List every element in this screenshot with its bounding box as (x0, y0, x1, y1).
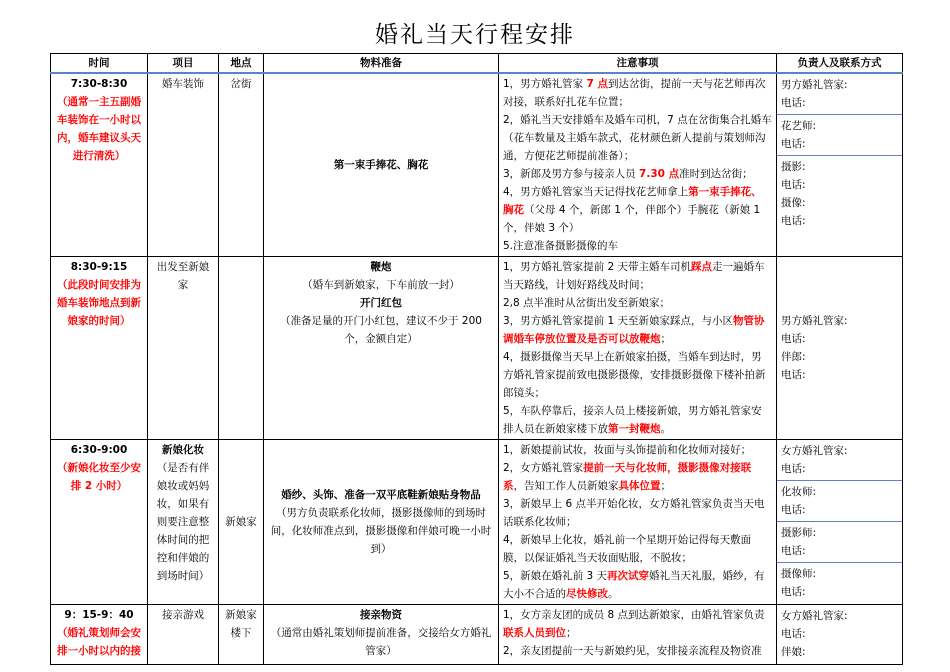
note-segment: 7.30 点 (639, 168, 680, 180)
materials-cell (264, 257, 499, 440)
note-segment: 提前一天与化妆师，摄影摄像对接联系 (503, 462, 752, 492)
note-segment: 3，男方婚礼管家提前 1 天至新娘家踩点，与小区 (503, 315, 734, 327)
header-row (51, 54, 903, 74)
note-segment: ； (660, 333, 671, 345)
note-line (503, 567, 772, 603)
contact-block (777, 310, 902, 386)
note-segment: 准时到达岔街； (679, 168, 753, 180)
notes-cell (499, 440, 777, 605)
header-item: 项目 (148, 54, 219, 74)
contacts-cell (777, 440, 903, 605)
note-segment: （父母 4 个，新郎 1 个，伴郎个）手腕花（新娘 1 个，伴娘 3 个） (503, 204, 761, 234)
note-segment: 3，新娘早上 6 点半开始化妆，女方婚礼管家负责当天电话联系化妆师； (503, 498, 765, 528)
note-segment: 4，摄影摄像当天早上在新娘家拍摄，当婚车到达时，男方婚礼管家提前致电摄影摄像，安排摄影摄像下楼补拍新郎镜头； (503, 351, 766, 399)
note-line (503, 441, 772, 459)
time-cell (51, 257, 148, 440)
contacts-cell (777, 605, 903, 665)
time-cell (51, 605, 148, 665)
note-segment: 。 (608, 588, 619, 600)
contact-line: 伴娘: (781, 646, 806, 658)
note-segment: 走一遍婚车当天路线，计划好路线及时间； (503, 261, 765, 291)
note-segment: 2,8 点半准时从岔街出发至新娘家； (503, 297, 671, 309)
note-line (503, 495, 772, 531)
item-cell: 出发至新娘家 (148, 257, 219, 440)
contacts-cell (777, 73, 903, 257)
note-segment: 尽快修改 (566, 588, 608, 600)
note-segment: 4，新娘早上化妆，婚礼前一个星期开始记得每天敷面膜，以保证婚礼当天妆面贴服，不脱妆； (503, 534, 752, 564)
materials-cell: 第一束手捧花、胸花 (264, 73, 499, 257)
note-line (503, 642, 772, 660)
material-note: （婚车到新娘家，下车前放一封） (302, 279, 460, 291)
schedule-table (50, 53, 903, 665)
contact-line: 电话: (781, 628, 806, 640)
contact-block (777, 115, 902, 156)
contact-line: 伴郎: (781, 351, 806, 363)
materials-cell (264, 605, 499, 665)
header-location: 地点 (219, 54, 264, 74)
note-segment: 踩点 (691, 261, 713, 273)
note-segment: 1，女方亲友团的成员 8 点到达新娘家，由婚礼管家负责 (503, 609, 765, 621)
contact-line: 摄影: (781, 161, 806, 173)
material-note: （男方负责联系化妆师，摄影摄像师的到场时间，化妆师准点到，摄影摄像和伴娘可晚一小时到） (270, 507, 492, 555)
time-range: 8:30-9:15 (70, 261, 128, 273)
table-row (51, 257, 903, 440)
note-line (503, 183, 772, 237)
note-segment: 第一束手捧花、胸花 (503, 186, 762, 216)
note-segment: 3，新郎及男方参与接亲人员 (503, 168, 640, 180)
contact-block (777, 440, 902, 481)
contact-line: 男方婚礼管家: (781, 79, 848, 91)
note-segment: 2，亲友团提前一天与新娘约见，安排接亲流程及物资准 (503, 645, 762, 657)
note-line (503, 606, 772, 642)
contact-line: 女方婚礼管家: (781, 445, 848, 457)
material-note: （通常由婚礼策划师提前准备，交接给女方婚礼管家） (270, 627, 492, 657)
material-title: 婚纱、头饰、准备一双平底鞋新娘贴身物品 (281, 489, 481, 501)
note-segment: 4，男方婚礼管家当天记得找花艺师拿上 (503, 186, 689, 198)
materials-cell (264, 440, 499, 605)
note-segment: 具体位置 (618, 480, 661, 492)
location-cell: 岔街 (219, 73, 264, 257)
note-line (503, 75, 772, 111)
contact-line: 电话: (781, 97, 806, 109)
material-note: （准备足量的开门小红包，建议不少于 200 个，金额自定） (280, 315, 482, 345)
location-cell: 新娘家楼下 (219, 605, 264, 665)
table-row (51, 440, 903, 605)
note-segment: 5，车队停靠后，接亲人员上楼接新娘，男方婚礼管家安排人员在新娘家楼下放 (503, 405, 762, 435)
note-line (503, 294, 772, 312)
contacts-cell (777, 257, 903, 440)
note-line (503, 111, 772, 165)
note-segment: 1，男方婚礼管家提前 2 天带主婚车司机 (503, 261, 692, 273)
note-segment: 2，女方婚礼管家 (503, 462, 584, 474)
note-segment: 再次试穿 (607, 570, 650, 582)
time-range: 6:30-9:00 (70, 444, 128, 456)
note-line (503, 258, 772, 294)
note-segment: ； (660, 480, 671, 492)
note-segment: 第一封鞭炮 (608, 423, 661, 435)
note-segment: ； (566, 627, 577, 639)
note-segment: 联系人员到位 (503, 627, 566, 639)
contact-line: 摄像: (781, 197, 806, 209)
notes-cell (499, 605, 777, 665)
contact-block (777, 74, 902, 115)
note-line (503, 312, 772, 348)
time-note: （此段时间安排为婚车装饰地点到新娘家的时间） (57, 279, 141, 327)
location-cell (219, 257, 264, 440)
notes-cell (499, 257, 777, 440)
material-title: 开门红包 (360, 297, 402, 309)
note-segment: 7 点 (586, 78, 608, 90)
note-segment: 5，新娘在婚礼前 3 天 (503, 570, 608, 582)
item-cell: 接亲游戏 (148, 605, 219, 665)
contact-line: 花艺师: (781, 120, 817, 132)
note-segment: 物管协调婚车停放位置及是否可以放鞭炮 (503, 315, 765, 345)
note-segment: 婚礼当天礼服，婚纱，有大小不合适的 (503, 570, 765, 600)
note-segment: 2，婚礼当天安排婚车及婚车司机，7 点在岔街集合扎婚车（花车数量及主婚车款式，花材颜色新人提前与策划师沟通，方便花艺师提前准备）； (503, 114, 772, 162)
contact-line: 电话: (781, 215, 806, 227)
contact-line: 电话: (781, 333, 806, 345)
contact-line: 电话: (781, 545, 806, 557)
time-note: （通常一主五副婚车装饰在一小时以内，婚车建议头天进行清洗） (57, 96, 141, 162)
time-note: （婚礼策划师会安排一小时以内的接 (57, 627, 141, 657)
note-line (503, 348, 772, 402)
contact-line: 电话: (781, 179, 806, 191)
contact-block (777, 481, 902, 522)
contact-block (777, 563, 902, 603)
contact-line: 男方婚礼管家: (781, 315, 848, 327)
item-cell (148, 440, 219, 605)
time-cell (51, 440, 148, 605)
contact-block (777, 522, 902, 563)
item-title: 新娘化妆 (162, 444, 204, 456)
note-segment: 。 (660, 423, 671, 435)
contact-line: 电话: (781, 138, 806, 150)
item-cell: 婚车装饰 (148, 73, 219, 257)
note-segment: 5.注意准备摄影摄像的车 (503, 240, 619, 252)
material-title: 鞭炮 (370, 261, 392, 273)
contact-line: 化妆师: (781, 486, 817, 498)
notes-cell (499, 73, 777, 257)
contact-line: 电话: (781, 369, 806, 381)
note-segment: ，告知工作人员新娘家 (513, 480, 619, 492)
item-note: （是否有伴娘妆或妈妈妆，如果有则要注意整体时间的把控和伴娘的到场时间） (156, 462, 210, 582)
material-title: 接亲物资 (360, 609, 402, 621)
header-materials: 物料准备 (264, 54, 499, 74)
header-notes: 注意事项 (499, 54, 777, 74)
time-cell (51, 73, 148, 257)
contact-line: 女方婚礼管家: (781, 610, 848, 622)
note-line (503, 402, 772, 438)
table-row (51, 605, 903, 665)
time-range: 9：15-9：40 (64, 609, 134, 621)
contact-block (777, 156, 902, 232)
table-row (51, 73, 903, 257)
note-line (503, 531, 772, 567)
page-title: 婚礼当天行程安排 (375, 22, 575, 48)
note-line (503, 459, 772, 495)
contact-line: 电话: (781, 504, 806, 516)
time-range: 7:30-8:30 (70, 78, 128, 90)
note-segment: 到达岔街，提前一天与花艺师再次对接，联系好扎花车位置； (503, 78, 766, 108)
contact-line: 电话: (781, 463, 806, 475)
header-time: 时间 (51, 54, 148, 74)
note-line (503, 237, 772, 255)
contact-block (777, 605, 902, 663)
note-segment: 1，新娘提前试妆，妆面与头饰提前和化妆师对接好； (503, 444, 752, 456)
note-line (503, 165, 772, 183)
note-segment: 1，男方婚礼管家 (503, 78, 587, 90)
contact-line: 电话: (781, 586, 806, 598)
time-note: （新娘化妆至少安排 2 小时） (57, 462, 141, 492)
location-cell: 新娘家 (219, 440, 264, 605)
header-contacts: 负责人及联系方式 (777, 54, 903, 74)
contact-line: 摄像师: (781, 568, 817, 580)
contact-line: 摄影师: (781, 527, 817, 539)
